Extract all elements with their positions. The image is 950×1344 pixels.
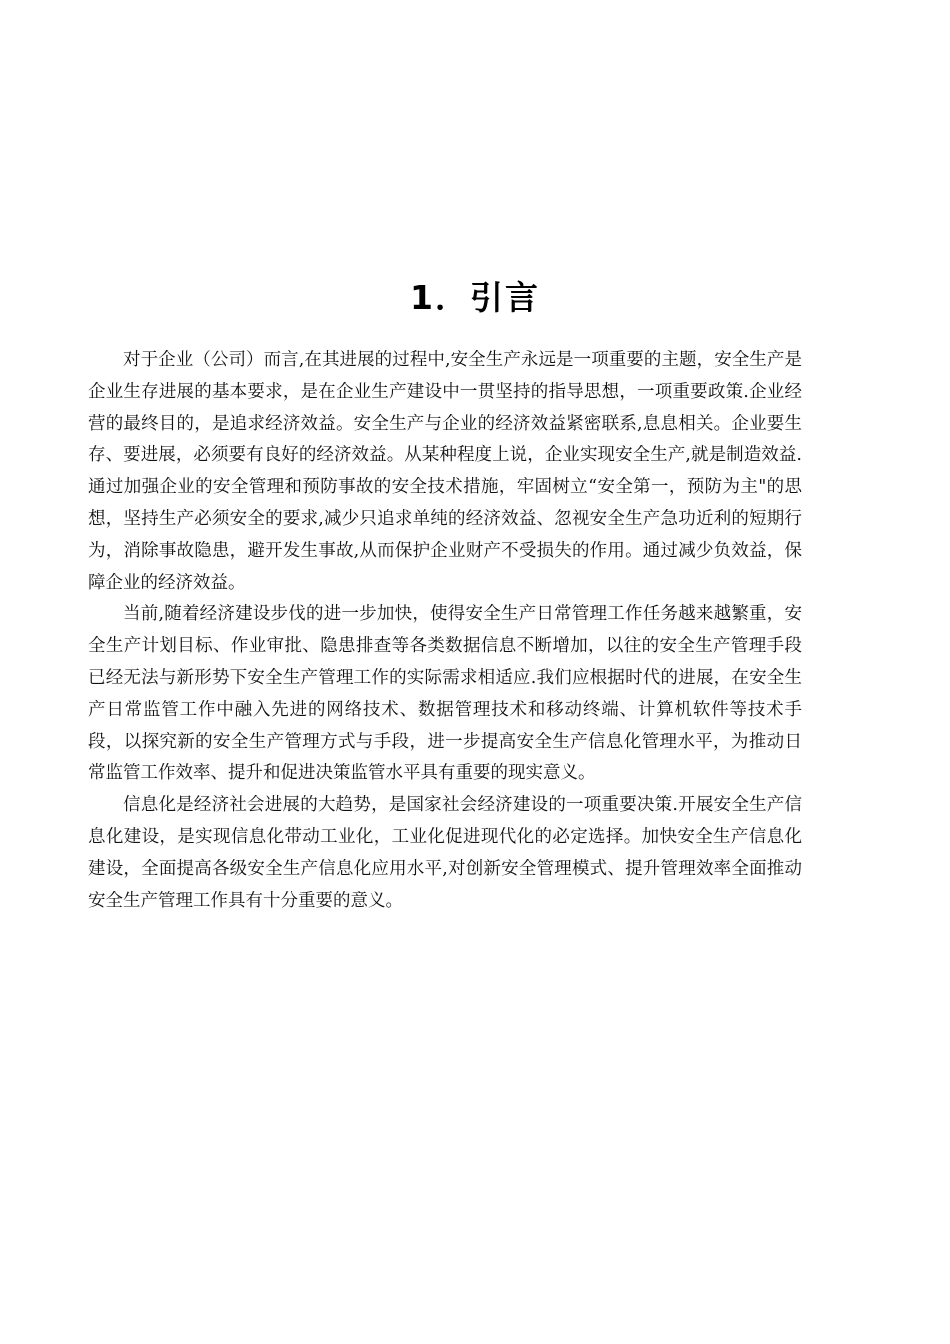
section-title: 1．引言 [410, 278, 540, 318]
paragraph-2: 当前,随着经济建设步伐的进一步加快，使得安全生产日常管理工作任务越来越繁重，安全生产计划目标、作业审批、隐患排查等各类数据信息不断增加，以往的安全生产管理手段已经无法与新形势下安全生产管理工作的实际需求相适应.我们应根据时代的进展，在安全生产日常监管工作中融入先进的网络技术、数据管理技术和移动终端、计算机软件等技术手段，以探究新的安全生产管理方式与手段，进一步提高安全生产信息化管理水平，为推动日常监管工作效率、提升和促进决策监管水平具有重要的现实意义。 [88, 604, 802, 784]
paragraph-3: 信息化是经济社会进展的大趋势，是国家社会经济建设的一项重要决策.开展安全生产信息化建设，是实现信息化带动工业化，工业化促进现代化的必定选择。加快安全生产信息化建设，全面提高各级安全生产信息化应用水平,对创新安全管理模式、提升管理效率全面推动安全生产管理工作具有十分重要的意义。 [88, 795, 802, 911]
paragraph-1: 对于企业（公司）而言,在其进展的过程中,安全生产永远是一项重要的主题，安全生产是企业生存进展的基本要求，是在企业生产建设中一贯坚持的指导思想，一项重要政策.企业经营的最终目的，是追求经济效益。安全生产与企业的经济效益紧密联系,息息相关。企业要生存、要进展，必须要有良好的经济效益。从某种程度上说，企业实现安全生产,就是制造效益.通过加强企业的安全管理和预防事故的安全技术措施，牢固树立“安全第一，预防为主"的思想，坚持生产必须安全的要求,减少只追求单纯的经济效益、忽视安全生产急功近利的短期行为，消除事故隐患，避开发生事故,从而保护企业财产不受损失的作用。通过减少负效益，保障企业的经济效益。 [88, 350, 802, 593]
section-body [88, 345, 802, 917]
